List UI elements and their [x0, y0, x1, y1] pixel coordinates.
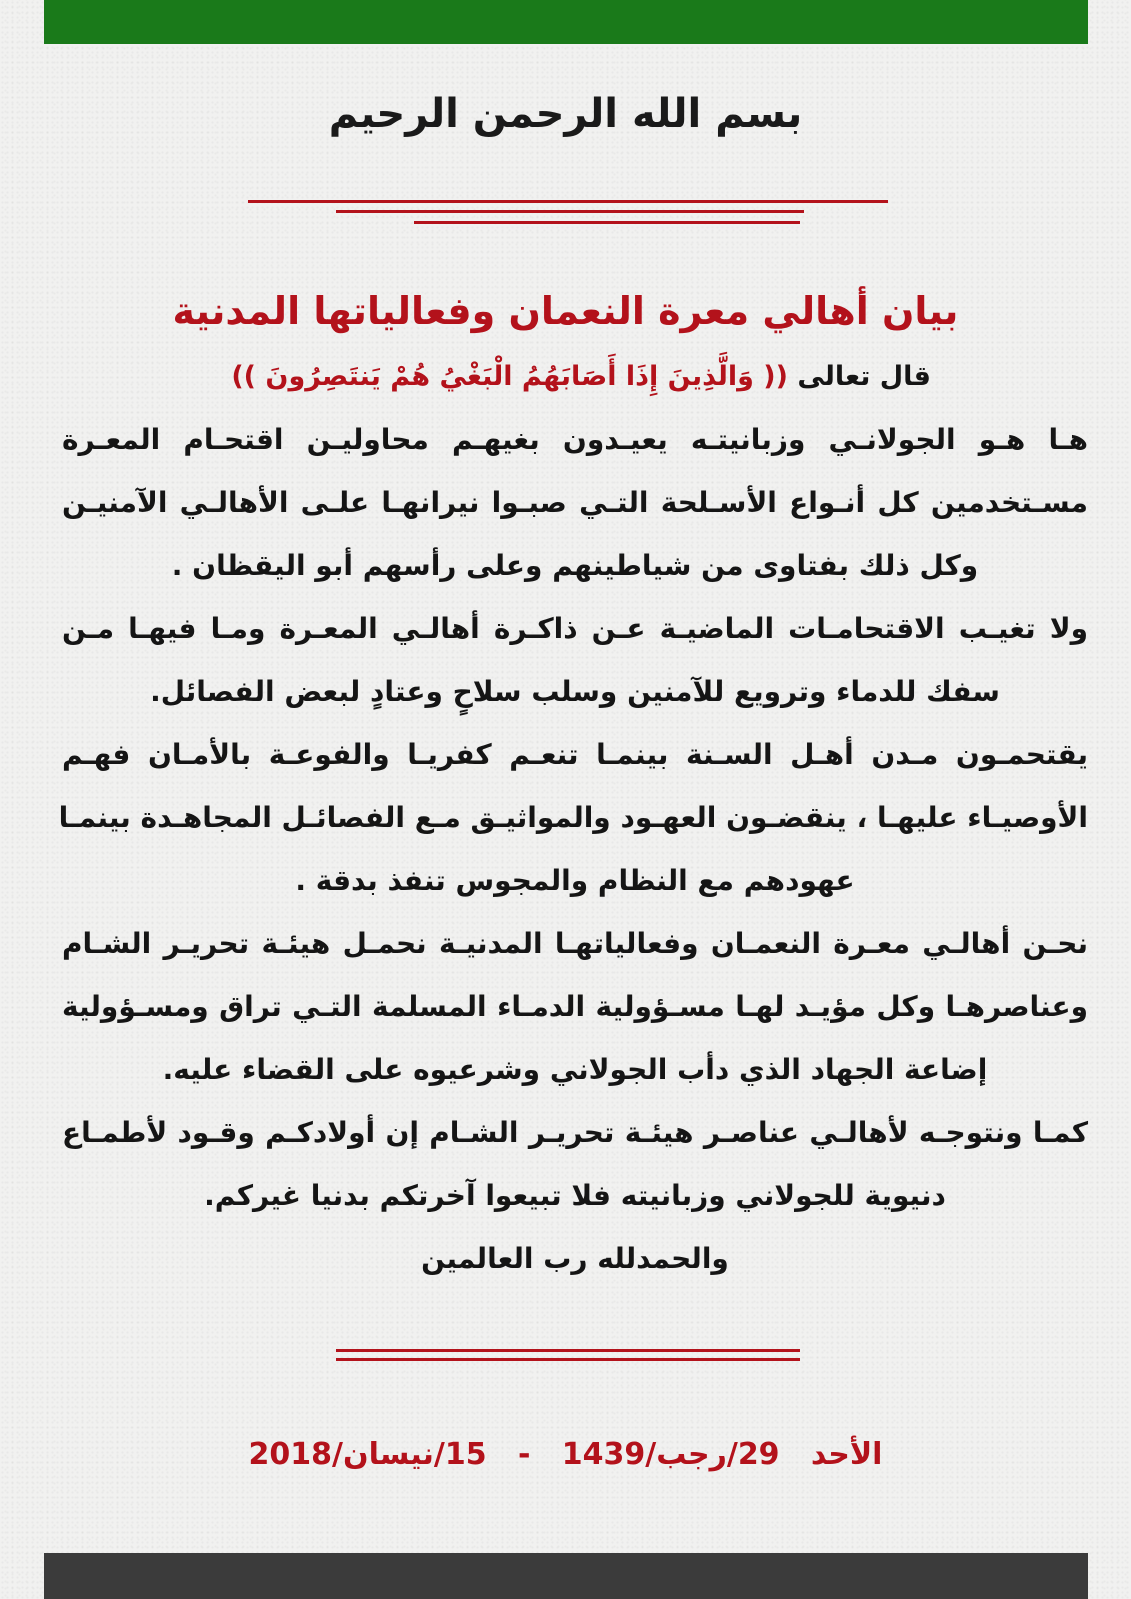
- divider-line-top: [248, 200, 888, 203]
- body-line: دنيوية للجولاني وزبانيته فلا تبيعوا آخرتكم بدنيا غيركم.: [204, 1179, 946, 1212]
- body-line: وعناصرهـا وكل مؤيـد لهـا مسـؤولية الدمـاء المسلمة التـي تراق ومسـؤولية: [62, 990, 1088, 1023]
- body-line: سفك للدماء وترويع للآمنين وسلب سلاحٍ وعتادٍ لبعض الفصائل.: [150, 675, 1000, 708]
- body-line: نحـن أهالـي معـرة النعمـان وفعالياتهـا المدنيـة نحمـل هيئـة تحريـر الشـام: [62, 927, 1088, 960]
- footer-divider-top: [336, 1349, 800, 1352]
- divider-line-bottom: [414, 221, 800, 224]
- body-line: وكل ذلك بفتاوى من شياطينهم وعلى رأسهم أبو اليقظان .: [171, 549, 979, 582]
- bottom-dark-bar: [44, 1553, 1088, 1599]
- quran-verse: [231, 352, 931, 402]
- verse-intro: قال تعالى: [797, 361, 931, 392]
- verse-text: (( وَالَّذِينَ إِذَا أَصَابَهُمُ الْبَغْيُ هُمْ يَنتَصِرُونَ )): [231, 361, 788, 392]
- body-line: الأوصيـاء عليهـا ، ينقضـون العهـود والمواثيـق مـع الفصائـل المجاهـدة بينمـا: [58, 801, 1088, 834]
- closing-line: والحمدلله رب العالمين: [421, 1242, 729, 1275]
- statement-title: بيان أهالي معرة النعمان وفعالياتها المدنية: [172, 289, 959, 333]
- divider-line-middle: [336, 210, 804, 213]
- footer-divider-bottom: [336, 1358, 800, 1361]
- body-line: إضاعة الجهاد الذي دأب الجولاني وشرعيوه على القضاء عليه.: [162, 1053, 988, 1086]
- statement-date: الأحد 29/رجب/1439 - 15/نيسان/2018: [248, 1437, 883, 1472]
- body-line: ولا تغيـب الاقتحامـات الماضيـة عـن ذاكـرة أهالـي المعـرة ومـا فيهـا مـن: [62, 612, 1088, 645]
- body-line: كمـا ونتوجـه لأهالـي عناصـر هيئـة تحريـر الشـام إن أولادكـم وقـود لأطمـاع: [62, 1116, 1088, 1149]
- body-line: مسـتخدمين كل أنـواع الأسـلحة التـي صبـوا نيرانهـا علـى الأهالـي الآمنيـن: [62, 486, 1088, 519]
- body-line: يقتحمـون مـدن أهـل السـنة بينمـا تنعـم كفريـا والفوعـة بالأمـان فهـم: [62, 738, 1088, 771]
- basmala-heading: بسم الله الرحمن الرحيم: [328, 91, 803, 137]
- body-line: عهودهم مع النظام والمجوس تنفذ بدقة .: [295, 864, 855, 897]
- body-line: هـا هـو الجولانـي وزبانيتـه يعيـدون بغيهـم محاوليـن اقتحـام المعـرة: [62, 423, 1088, 456]
- top-green-bar: [44, 0, 1088, 44]
